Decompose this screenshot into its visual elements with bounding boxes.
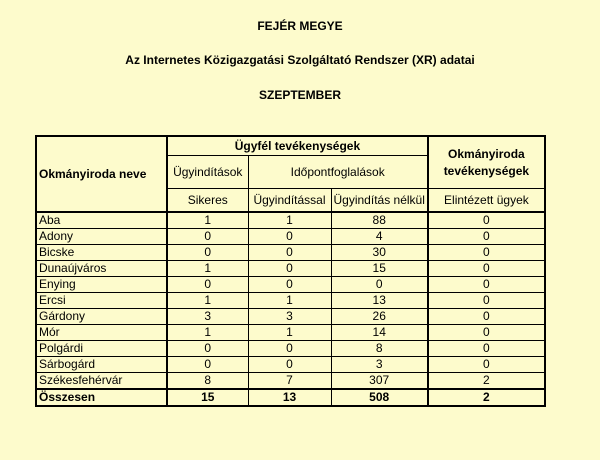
- with-initiation-cell: 0: [248, 277, 331, 293]
- with-initiation-cell: 3: [248, 309, 331, 325]
- table-row: [36, 261, 545, 277]
- with-initiation-cell: 0: [248, 341, 331, 357]
- header-office-name: Okmányiroda neve: [36, 136, 167, 212]
- header-completed: Elintézett ügyek: [428, 189, 545, 213]
- office-name: Polgárdi: [36, 341, 167, 357]
- successful-cell: 8: [167, 373, 248, 390]
- header-client-activity: Ügyfél tevékenységek: [167, 136, 428, 156]
- total-row: [36, 389, 545, 406]
- completed-cell: 0: [428, 261, 545, 277]
- without-initiation-cell: 88: [331, 212, 428, 229]
- without-initiation-cell: 3: [331, 357, 428, 373]
- office-name: Ercsi: [36, 293, 167, 309]
- total-label: Összesen: [36, 389, 167, 406]
- successful-cell: 1: [167, 212, 248, 229]
- header-without-initiation: Ügyindítás nélkül: [331, 189, 428, 213]
- successful-cell: 1: [167, 325, 248, 341]
- office-name: Aba: [36, 212, 167, 229]
- with-initiation-cell: 1: [248, 325, 331, 341]
- successful-cell: 0: [167, 357, 248, 373]
- completed-cell: 0: [428, 309, 545, 325]
- table-row: [36, 293, 545, 309]
- total-with-initiation: 13: [248, 389, 331, 406]
- completed-cell: 0: [428, 341, 545, 357]
- table-row: [36, 245, 545, 261]
- office-name: Dunaújváros: [36, 261, 167, 277]
- successful-cell: 1: [167, 261, 248, 277]
- completed-cell: 0: [428, 229, 545, 245]
- total-without-initiation: 508: [331, 389, 428, 406]
- office-name: Bicske: [36, 245, 167, 261]
- report-month: SZEPTEMBER: [258, 88, 341, 102]
- with-initiation-cell: 0: [248, 261, 331, 277]
- successful-cell: 0: [167, 341, 248, 357]
- completed-cell: 0: [428, 245, 545, 261]
- county-title: FEJÉR MEGYE: [257, 19, 343, 33]
- without-initiation-cell: 307: [331, 373, 428, 390]
- table-row: [36, 373, 545, 390]
- successful-cell: 0: [167, 229, 248, 245]
- office-name: Enying: [36, 277, 167, 293]
- report-subtitle: Az Internetes Közigazgatási Szolgáltató Rendszer (XR) adatai: [125, 53, 475, 67]
- header-with-initiation: Ügyindítással: [248, 189, 331, 213]
- header-initiations: Ügyindítások: [167, 156, 248, 189]
- without-initiation-cell: 13: [331, 293, 428, 309]
- without-initiation-cell: 0: [331, 277, 428, 293]
- with-initiation-cell: 0: [248, 357, 331, 373]
- office-name: Sárbogárd: [36, 357, 167, 373]
- table-row: [36, 229, 545, 245]
- table-row: [36, 325, 545, 341]
- statistics-table: [35, 135, 546, 407]
- without-initiation-cell: 26: [331, 309, 428, 325]
- office-name: Adony: [36, 229, 167, 245]
- table-row: [36, 341, 545, 357]
- with-initiation-cell: 0: [248, 229, 331, 245]
- without-initiation-cell: 30: [331, 245, 428, 261]
- table-row: [36, 357, 545, 373]
- total-completed: 2: [428, 389, 545, 406]
- completed-cell: 0: [428, 277, 545, 293]
- without-initiation-cell: 8: [331, 341, 428, 357]
- header-office-activity: Okmányiroda tevékenységek: [428, 136, 545, 189]
- without-initiation-cell: 15: [331, 261, 428, 277]
- without-initiation-cell: 14: [331, 325, 428, 341]
- with-initiation-cell: 1: [248, 293, 331, 309]
- with-initiation-cell: 1: [248, 212, 331, 229]
- table-row: [36, 277, 545, 293]
- completed-cell: 0: [428, 357, 545, 373]
- successful-cell: 1: [167, 293, 248, 309]
- successful-cell: 3: [167, 309, 248, 325]
- completed-cell: 0: [428, 212, 545, 229]
- successful-cell: 0: [167, 245, 248, 261]
- with-initiation-cell: 7: [248, 373, 331, 390]
- completed-cell: 0: [428, 325, 545, 341]
- table-row: [36, 309, 545, 325]
- office-name: Gárdony: [36, 309, 167, 325]
- completed-cell: 0: [428, 293, 545, 309]
- table-row: [36, 212, 545, 229]
- successful-cell: 0: [167, 277, 248, 293]
- total-successful: 15: [167, 389, 248, 406]
- header-bookings: Időpontfoglalások: [248, 156, 428, 189]
- office-name: Mór: [36, 325, 167, 341]
- without-initiation-cell: 4: [331, 229, 428, 245]
- office-name: Székesfehérvár: [36, 373, 167, 390]
- completed-cell: 2: [428, 373, 545, 390]
- with-initiation-cell: 0: [248, 245, 331, 261]
- header-successful: Sikeres: [167, 189, 248, 213]
